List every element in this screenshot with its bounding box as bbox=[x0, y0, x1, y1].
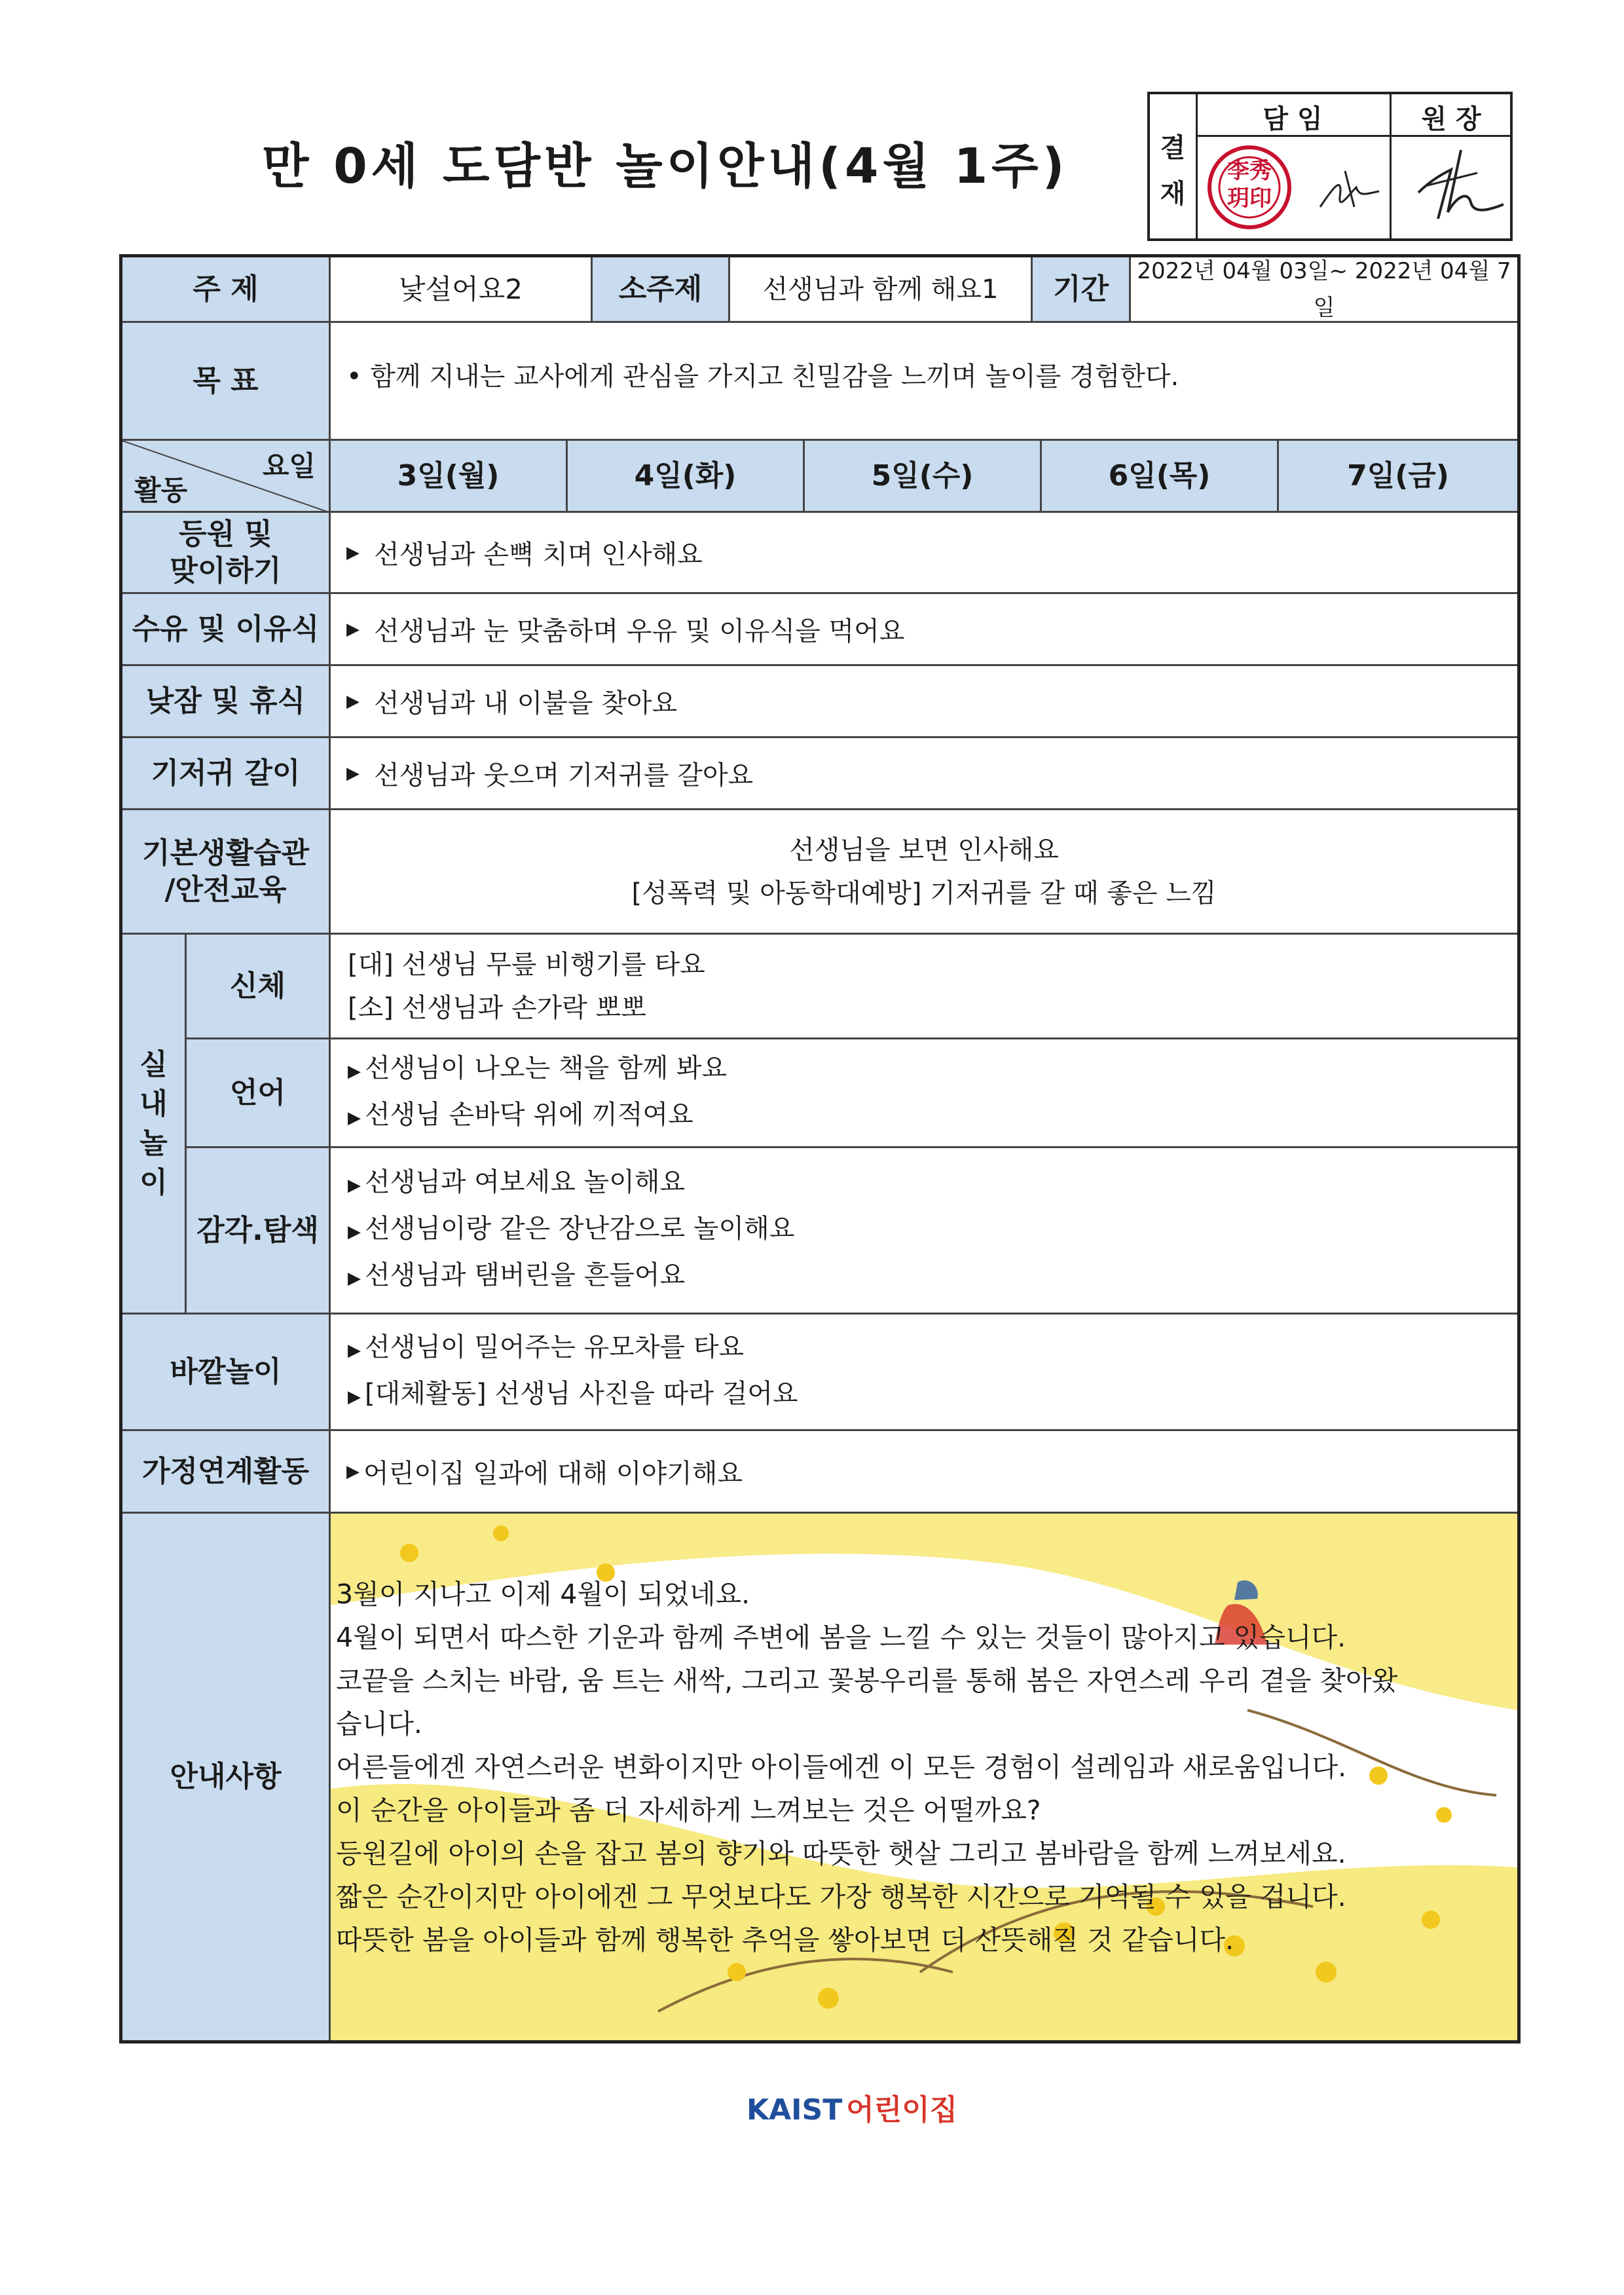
routine-text-diaper: 선생님과 웃으며 기저귀를 갈아요 bbox=[374, 760, 754, 791]
routine-row-feeding bbox=[331, 594, 1517, 666]
approval-side-label-1: 결 bbox=[1160, 133, 1186, 163]
corner-label-day: 요일 bbox=[262, 450, 316, 482]
triangle-bullet-icon: ▶ bbox=[348, 1108, 361, 1128]
director-label: 원 장 bbox=[1421, 104, 1481, 134]
stamp-text-top: 李秀 bbox=[1227, 158, 1272, 184]
outdoor-line-2 bbox=[348, 1372, 1517, 1419]
indoor-label-char-4: 이 bbox=[139, 1165, 168, 1199]
logo-kaist: KAIST bbox=[747, 2093, 843, 2127]
language-content bbox=[331, 1039, 1517, 1148]
routine-row-nap bbox=[331, 666, 1517, 738]
physical-content bbox=[331, 935, 1517, 1039]
notice-line-1: 3월이 지나고 이제 4월이 되었네요. bbox=[336, 1578, 750, 1610]
day-header-wed: 5일(수) bbox=[805, 441, 1042, 513]
indoor-label-char-1: 실 bbox=[139, 1047, 168, 1081]
theme-label: 주 제 bbox=[122, 257, 331, 323]
logo-kindergarten: 어린이집 bbox=[846, 2093, 958, 2127]
notice-line-9: 따뜻한 봄을 아이들과 함께 행복한 추억을 쌓아보면 더 산뜻해질 것 같습니다. bbox=[336, 1924, 1234, 1956]
subtheme-label: 소주제 bbox=[593, 257, 730, 323]
director-signature bbox=[1405, 140, 1510, 232]
outdoor-text-2: [대체활동] 선생님 사진을 따라 걸어요 bbox=[365, 1378, 798, 1409]
routine-text-nap: 선생님과 내 이불을 찾아요 bbox=[374, 688, 678, 718]
sensory-content bbox=[331, 1148, 1517, 1315]
indoor-play-label bbox=[122, 935, 187, 1315]
routine-label-nap: 낮잠 및 휴식 bbox=[122, 666, 331, 738]
notice-label: 안내사항 bbox=[122, 1514, 331, 2040]
sensory-line-1 bbox=[348, 1161, 1517, 1207]
triangle-bullet-icon: ▶ bbox=[348, 1176, 361, 1195]
period-value: 2022년 04월 03일~ 2022년 04월 7일 bbox=[1131, 257, 1517, 323]
day-corner-cell bbox=[122, 441, 331, 513]
outdoor-line-1 bbox=[348, 1326, 1517, 1372]
routine-row-arrival bbox=[331, 513, 1517, 594]
physical-label: 신체 bbox=[187, 935, 331, 1039]
notice-line-6: 이 순간을 아이들과 좀 더 자세하게 느껴보는 것은 어떨까요? bbox=[336, 1795, 1041, 1826]
day-header-mon: 3일(월) bbox=[331, 441, 568, 513]
stamp-text-bottom: 玥印 bbox=[1227, 185, 1272, 212]
triangle-bullet-icon: ▶ bbox=[348, 1269, 361, 1288]
day-header-fri: 7일(금) bbox=[1279, 441, 1517, 513]
goal-label: 목 표 bbox=[122, 323, 331, 441]
seal-stamp bbox=[1208, 145, 1291, 229]
sensory-text-3: 선생님과 탬버린을 흔들어요 bbox=[365, 1260, 686, 1290]
physical-line-2: [소] 선생님과 손가락 뽀뽀 bbox=[348, 992, 646, 1023]
triangle-bullet-icon: ▶ bbox=[346, 1461, 360, 1482]
basic-habits-line-1: 선생님을 보면 인사해요 bbox=[789, 834, 1059, 865]
outdoor-label: 바깥놀이 bbox=[122, 1315, 331, 1431]
sensory-text-1: 선생님과 여보세요 놀이해요 bbox=[365, 1167, 686, 1197]
language-text-1: 선생님이 나오는 책을 함께 봐요 bbox=[365, 1053, 728, 1083]
routine-row-diaper bbox=[331, 738, 1517, 810]
language-line-1 bbox=[348, 1047, 1517, 1093]
routine-label-arrival: 등원 및 맞이하기 bbox=[122, 513, 331, 594]
routine-label-diaper: 기저귀 갈이 bbox=[122, 738, 331, 810]
notice-line-4: 습니다. bbox=[336, 1708, 422, 1740]
subtheme-value: 선생님과 함께 해요1 bbox=[730, 257, 1033, 323]
triangle-bullet-icon: ▶ bbox=[346, 619, 360, 639]
basic-habits-label: 기본생활습관 /안전교육 bbox=[122, 810, 331, 935]
triangle-bullet-icon: ▶ bbox=[348, 1061, 361, 1081]
triangle-bullet-icon: ▶ bbox=[348, 1387, 361, 1407]
notice-line-7: 등원길에 아이의 손을 잡고 봄의 향기와 따뜻한 햇살 그리고 봄바람을 함께 느껴보세요. bbox=[336, 1838, 1346, 1869]
period-label: 기간 bbox=[1033, 257, 1131, 323]
sensory-text-2: 선생님이랑 같은 장난감으로 놀이해요 bbox=[365, 1214, 795, 1244]
language-label: 언어 bbox=[187, 1039, 331, 1148]
notice-line-2: 4월이 되면서 따스한 기운과 함께 주변에 봄을 느낄 수 있는 것들이 많아지고 있습니다. bbox=[336, 1622, 1346, 1653]
language-text-2: 선생님 손바닥 위에 끼적여요 bbox=[365, 1099, 693, 1130]
routine-text-feeding: 선생님과 눈 맞춤하며 우유 및 이유식을 먹어요 bbox=[374, 616, 905, 646]
sensory-label: 감각.탐색 bbox=[187, 1148, 331, 1315]
notice-line-8: 짧은 순간이지만 아이에겐 그 무엇보다도 가장 행복한 시간으로 기억될 수 있을 겁니다. bbox=[336, 1881, 1346, 1912]
routine-text-arrival: 선생님과 손뼉 치며 인사해요 bbox=[374, 540, 703, 570]
home-activity-label: 가정연계활동 bbox=[122, 1431, 331, 1514]
notice-line-5: 어른들에겐 자연스러운 변화이지만 아이들에겐 이 모든 경험이 설레임과 새로움입니다. bbox=[336, 1751, 1347, 1783]
indoor-label-char-3: 놀 bbox=[139, 1126, 168, 1160]
day-header-thu: 6일(목) bbox=[1042, 441, 1279, 513]
basic-habits-line-2: [성폭력 및 아동학대예방] 기저귀를 갈 때 좋은 느낌 bbox=[631, 878, 1217, 908]
approval-side-label-2: 재 bbox=[1160, 179, 1186, 209]
sensory-line-2 bbox=[348, 1207, 1517, 1254]
routine-label-feeding: 수유 및 이유식 bbox=[122, 594, 331, 666]
home-activity-text: 어린이집 일과에 대해 이야기해요 bbox=[363, 1459, 743, 1489]
plan-table bbox=[119, 254, 1521, 2043]
outdoor-content bbox=[331, 1315, 1517, 1431]
teacher-signature bbox=[1314, 148, 1386, 227]
triangle-bullet-icon: ▶ bbox=[348, 1340, 361, 1360]
home-activity-content bbox=[331, 1431, 1517, 1514]
theme-value: 낯설어요2 bbox=[331, 257, 593, 323]
notice-text bbox=[336, 1573, 1397, 1962]
teacher-label: 담 임 bbox=[1263, 104, 1323, 134]
triangle-bullet-icon: ▶ bbox=[346, 763, 360, 783]
outdoor-text-1: 선생님이 밀어주는 유모차를 타요 bbox=[365, 1332, 745, 1362]
sensory-line-3 bbox=[348, 1254, 1517, 1300]
notice-line-3: 코끝을 스치는 바람, 움 트는 새싹, 그리고 꽃봉우리를 통해 봄은 자연스레 우리 곁을 찾아왔 bbox=[336, 1665, 1398, 1696]
physical-line-1: [대] 선생님 무릎 비행기를 타요 bbox=[348, 949, 705, 980]
basic-habits-content bbox=[331, 810, 1517, 935]
notice-content bbox=[331, 1514, 1517, 2040]
page-title: 만 0세 도담반 놀이안내(4월 1주) bbox=[262, 138, 1069, 195]
language-line-2 bbox=[348, 1093, 1517, 1140]
kaist-kindergarten-logo bbox=[747, 2086, 957, 2128]
indoor-label-char-2: 내 bbox=[139, 1087, 168, 1121]
corner-label-activity: 활동 bbox=[134, 474, 188, 506]
goal-value: • 함께 지내는 교사에게 관심을 가지고 친밀감을 느끼며 놀이를 경험한다. bbox=[331, 323, 1517, 441]
triangle-bullet-icon: ▶ bbox=[348, 1222, 361, 1242]
day-header-tue: 4일(화) bbox=[568, 441, 805, 513]
triangle-bullet-icon: ▶ bbox=[346, 542, 360, 563]
approval-box bbox=[1147, 92, 1513, 241]
triangle-bullet-icon: ▶ bbox=[346, 691, 360, 711]
